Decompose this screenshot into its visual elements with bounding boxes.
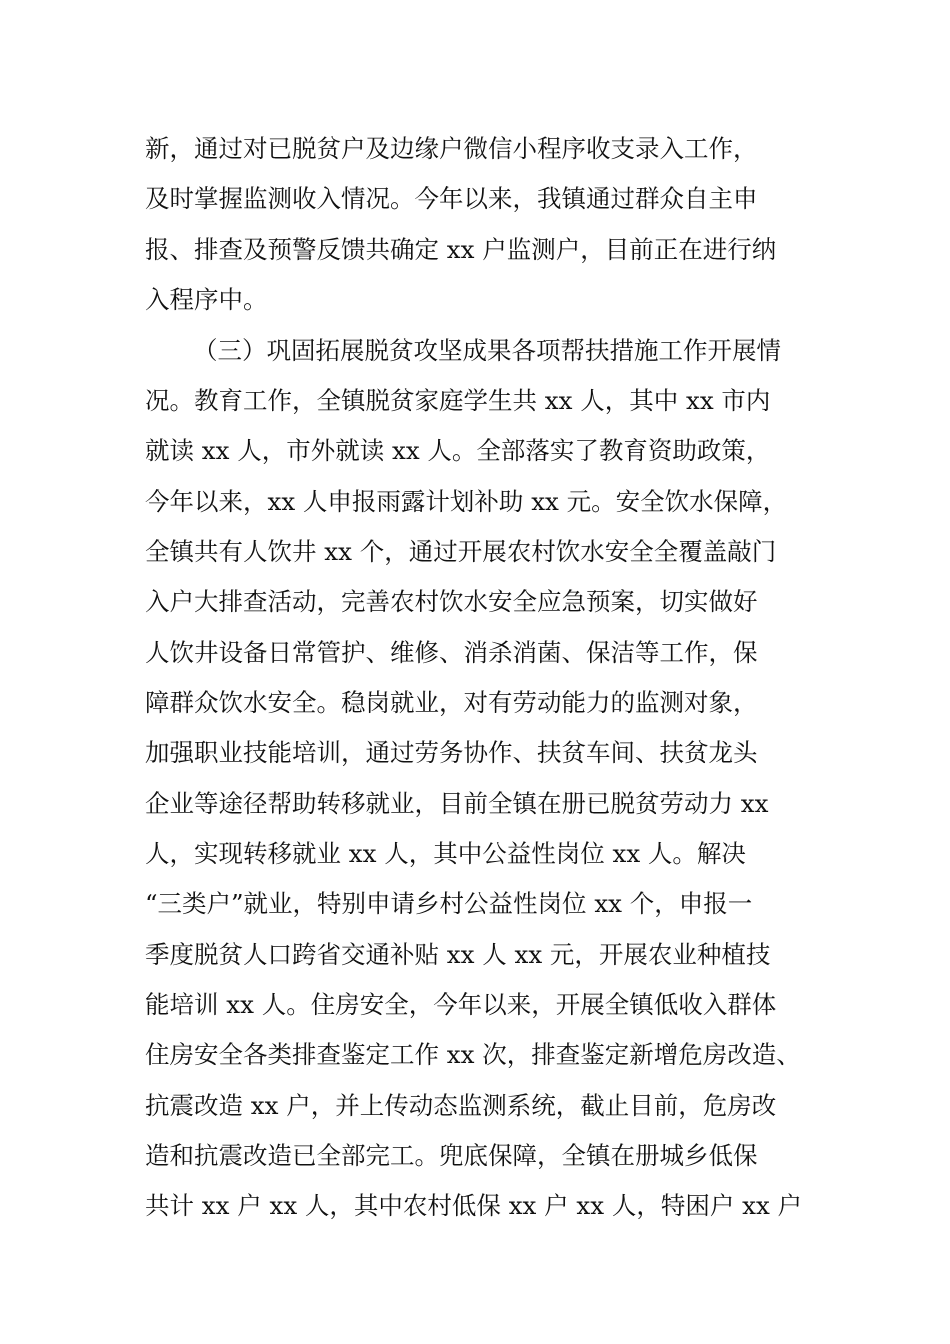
text-line-17: 季度脱贫人口跨省交通补贴 xx 人 xx 元，开展农业种植技 xyxy=(145,940,771,969)
text-line-1: 新，通过对已脱贫户及边缘户微信小程序收支录入工作， xyxy=(145,134,758,163)
text-line-11: 人饮井设备日常管护、维修、消杀消菌、保洁等工作，保 xyxy=(145,638,758,667)
text-line-21: 造和抗震改造已全部完工。兜底保障，全镇在册城乡低保 xyxy=(145,1141,758,1170)
text-line-9: 全镇共有人饮井 xx 个，通过开展农村饮水安全全覆盖敲门 xyxy=(145,537,777,566)
text-line-2: 及时掌握监测收入情况。今年以来，我镇通过群众自主申 xyxy=(145,184,758,213)
text-line-13: 加强职业技能培训，通过劳务协作、扶贫车间、扶贫龙头 xyxy=(145,738,758,767)
section-heading-line: （三）巩固拓展脱贫攻坚成果各项帮扶措施工作开展情 xyxy=(193,336,781,365)
text-line-22: 共计 xx 户 xx 人，其中农村低保 xx 户 xx 人，特困户 xx 户 xyxy=(145,1191,803,1220)
text-line-18: 能培训 xx 人。住房安全，今年以来，开展全镇低收入群体 xyxy=(145,990,777,1019)
text-line-15: 人，实现转移就业 xx 人，其中公益性岗位 xx 人。解决 xyxy=(145,839,746,868)
text-line-6: 况。教育工作，全镇脱贫家庭学生共 xx 人，其中 xx 市内 xyxy=(145,386,771,415)
text-line-20: 抗震改造 xx 户，并上传动态监测系统，截止目前，危房改 xyxy=(145,1091,777,1120)
text-line-4: 入程序中。 xyxy=(145,285,268,314)
text-line-19: 住房安全各类排查鉴定工作 xx 次，排查鉴定新增危房改造、 xyxy=(145,1040,801,1069)
text-line-16: “三类户”就业，特别申请乡村公益性岗位 xx 个，申报一 xyxy=(145,889,753,918)
text-line-7: 就读 xx 人，市外就读 xx 人。全部落实了教育资助政策， xyxy=(145,436,771,465)
text-line-10: 入户大排查活动，完善农村饮水安全应急预案，切实做好 xyxy=(145,587,758,616)
text-line-8: 今年以来，xx 人申报雨露计划补助 xx 元。安全饮水保障， xyxy=(145,487,788,516)
text-line-3: 报、排查及预警反馈共确定 xx 户监测户，目前正在进行纳 xyxy=(145,235,777,264)
text-line-12: 障群众饮水安全。稳岗就业，对有劳动能力的监测对象， xyxy=(145,688,758,717)
text-line-14: 企业等途径帮助转移就业，目前全镇在册已脱贫劳动力 xx xyxy=(145,789,769,818)
